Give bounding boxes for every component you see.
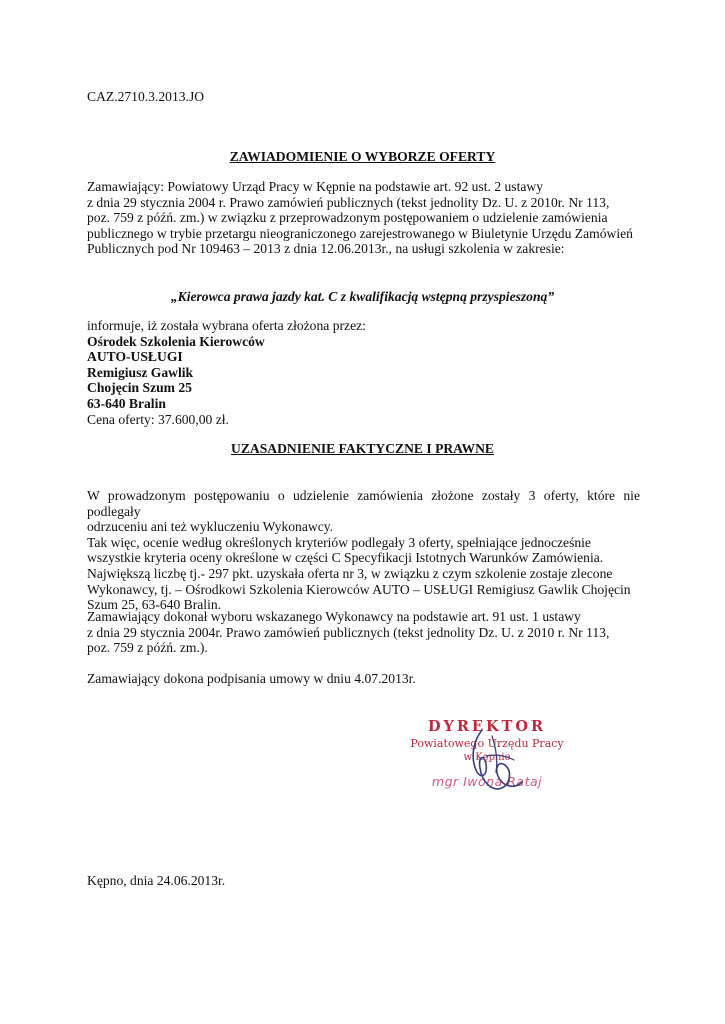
company-line: Ośrodek Szkolenia Kierowców [87,333,265,349]
justification-paragraph [87,488,640,613]
stamp-office: Powiatowego Urzędu Pracy [410,737,564,750]
handwritten-signature [452,726,532,798]
justification-line: odrzuceniu ani też wykluczeniu Wykonawcy. [87,519,334,535]
signing-note: Zamawiający dokona podpisania umowy w dniu 4.07.2013r. [87,671,416,686]
company-line: Chojęcin Szum 25 [87,380,192,396]
selected-offer [87,318,366,427]
justification-line: W prowadzonym postępowaniu o udzielenie zamówienia złożone zostały 3 oferty, które nie podlegały [87,488,640,519]
intro-line: Zamawiający: Powiatowy Urząd Pracy w Kępnie na podstawie art. 92 ust. 2 ustawy [87,179,544,194]
intro-line: poz. 759 z późń. zm.) w związku z przeprowadzonym postępowaniem o udzielenie zamówienia [87,210,608,226]
intro-line: z dnia 29 stycznia 2004 r. Prawo zamówień publicznych (tekst jednolity Dz. U. z 2010r. Nr 113, [87,194,610,210]
company-line: AUTO-USŁUGI [87,349,183,365]
selection-lead: informuje, iż została wybrana oferta złożona przez: [87,318,366,333]
legal-basis-line: Zamawiający dokonał wyboru wskazanego Wykonawcy na podstawie art. 91 ust. 1 ustawy [87,609,581,624]
legal-basis-line: z dnia 29 stycznia 2004r. Prawo zamówień publicznych (tekst jednolity Dz. U. z 2010 r. Nr 113, [87,624,610,640]
stamp-title: DYREKTOR [427,718,547,735]
justification-line: Szum 25, 63-640 Bralin. [87,597,222,613]
course-title: „Kierowca prawa jazdy kat. C z kwalifikacją wstępną przyspieszoną” [170,289,555,304]
justification-line: Tak więc, ocenie według określonych kryteriów podlegały 3 oferty, spełniające jednocześnie [87,534,591,550]
offer-price: Cena oferty: 37.600,00 zł. [87,411,229,427]
justification-line: wszystkie kryteria oceny określone w części C Specyfikacji Istotnych Warunków Zamówienia. [87,550,604,566]
justification-heading: UZASADNIENIE FAKTYCZNE I PRAWNE [231,441,494,456]
director-stamp [392,718,582,808]
stamp-name: mgr Iwona Rataj [431,774,543,789]
reference-number: CAZ.2710.3.2013.JO [87,89,205,104]
legal-basis-paragraph [87,609,640,656]
intro-line: publicznego w trybie przetargu nieograniczonego zarejestrowanego w Biuletynie Urzędu Zamówień [87,225,633,241]
justification-line: Największą liczbę tj.- 297 pkt. uzyskała oferta nr 3, w związku z czym szkolenie zostaje zlecone [87,565,613,581]
place-date: Kępno, dnia 24.06.2013r. [87,873,226,888]
document-heading: ZAWIADOMIENIE O WYBORZE OFERTY [229,149,496,164]
stamp-city: w Kępnie [463,752,511,763]
justification-line: Wykonawcy, tj. – Ośrodkowi Szkolenia Kierowców AUTO – USŁUGI Remigiusz Gawlik Chojęcin [87,581,631,597]
intro-line: Publicznych pod Nr 109463 – 2013 z dnia 12.06.2013r., na usługi szkolenia w zakresie: [87,241,565,257]
company-line: Remigiusz Gawlik [87,364,194,380]
legal-basis-line: poz. 759 z późń. zm.). [87,640,208,656]
intro-paragraph [87,179,640,257]
company-line: 63-640 Bralin [87,395,166,411]
